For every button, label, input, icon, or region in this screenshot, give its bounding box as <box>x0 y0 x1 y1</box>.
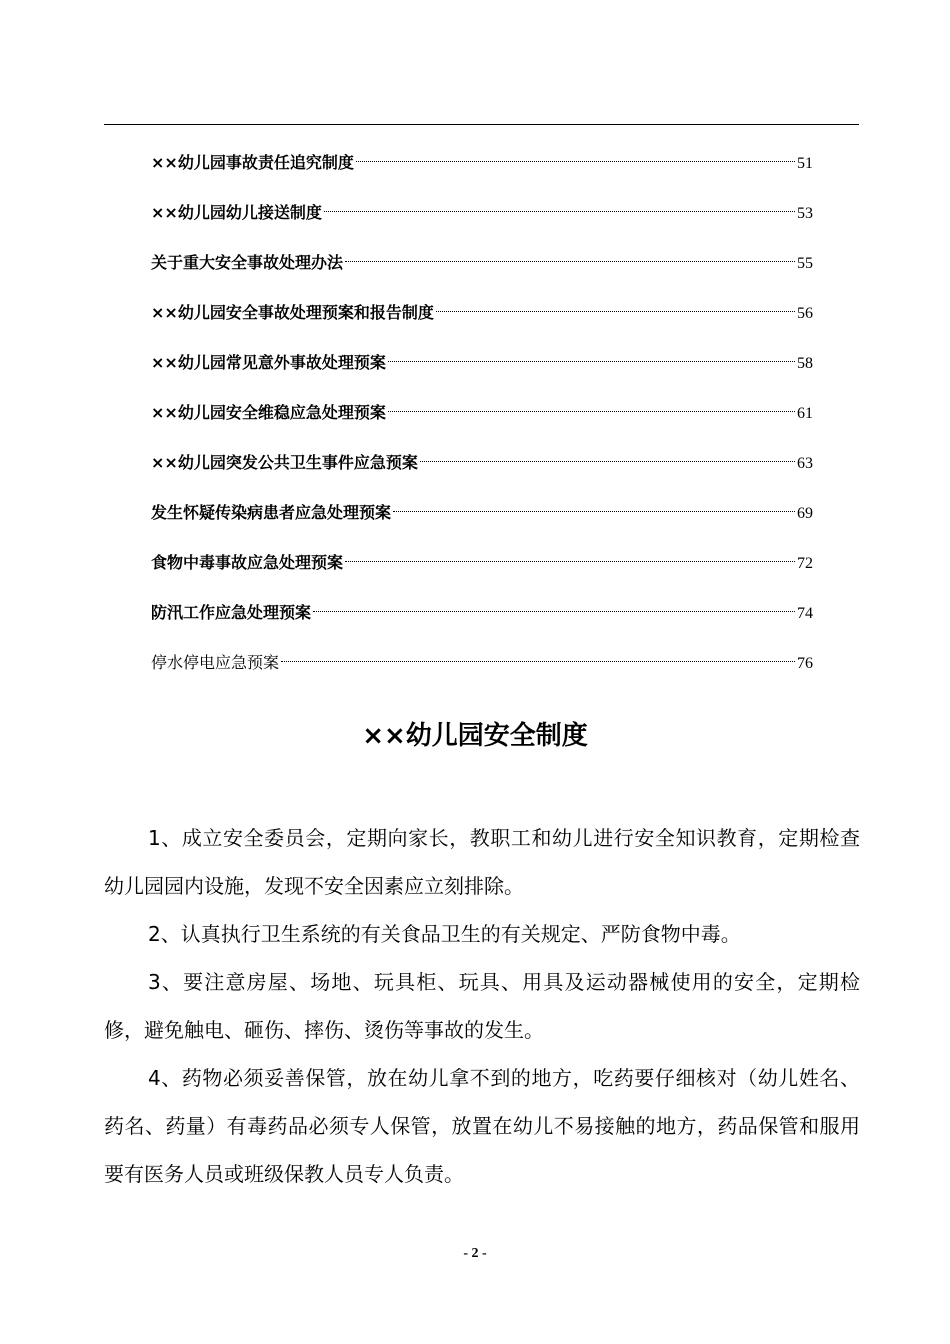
toc-entry-title: 发生怀疑传染病患者应急处理预案 <box>151 503 392 522</box>
toc-entry-page: 53 <box>797 205 813 222</box>
paragraph: 4、药物必须妥善保管，放在幼儿拿不到的地方，吃药要仔细核对（幼儿姓名、药名、药量）有毒药品必须专人保管，放置在幼儿不易接触的地方，药品保管和服用要有医务人员或班级保教人员专人负责。 <box>104 1066 860 1186</box>
toc-entry-page: 72 <box>797 555 813 572</box>
toc-entry-page: 74 <box>797 605 813 622</box>
toc-entry[interactable] <box>151 598 813 648</box>
toc-entry-page: 61 <box>797 405 813 422</box>
toc-entry[interactable] <box>151 548 813 598</box>
toc-leader-dots <box>388 361 795 362</box>
toc-entry[interactable] <box>151 348 813 398</box>
toc-entry-page: 69 <box>797 505 813 522</box>
toc-entry-title: 停水停电应急预案 <box>151 653 280 672</box>
toc-entry-title: ××幼儿园安全维稳应急处理预案 <box>151 403 386 422</box>
toc-entry-page: 76 <box>797 655 813 672</box>
toc-entry-title: ××幼儿园幼儿接送制度 <box>151 203 322 222</box>
toc-leader-dots <box>313 611 795 612</box>
toc-entry[interactable] <box>151 198 813 248</box>
toc-entry[interactable] <box>151 298 813 348</box>
header-rule <box>104 124 859 125</box>
toc-leader-dots <box>345 261 795 262</box>
toc-leader-dots <box>356 161 795 162</box>
toc-leader-dots <box>324 211 795 212</box>
toc-entry[interactable] <box>151 248 813 298</box>
toc-leader-dots <box>388 411 795 412</box>
toc-entry[interactable] <box>151 648 813 698</box>
toc-entry-title: ××幼儿园常见意外事故处理预案 <box>151 353 386 372</box>
toc-entry[interactable] <box>151 398 813 448</box>
table-of-contents <box>151 148 813 698</box>
toc-entry[interactable] <box>151 148 813 198</box>
toc-entry-title: ××幼儿园事故责任追究制度 <box>151 153 354 172</box>
toc-leader-dots <box>393 511 795 512</box>
toc-leader-dots <box>436 311 795 312</box>
toc-leader-dots <box>420 461 795 462</box>
section-title: ××幼儿园安全制度 <box>362 721 588 751</box>
toc-entry[interactable] <box>151 448 813 498</box>
toc-leader-dots <box>281 661 795 662</box>
paragraph: 3、要注意房屋、场地、玩具柜、玩具、用具及运动器械使用的安全，定期检修，避免触电、砸伤、摔伤、烫伤等事故的发生。 <box>104 970 860 1042</box>
toc-entry-page: 56 <box>797 305 813 322</box>
toc-entry-title: 食物中毒事故应急处理预案 <box>151 553 344 572</box>
toc-entry-title: ××幼儿园突发公共卫生事件应急预案 <box>151 453 418 472</box>
toc-entry-page: 55 <box>797 255 813 272</box>
toc-entry[interactable] <box>151 498 813 548</box>
toc-entry-title: 关于重大安全事故处理办法 <box>151 253 344 272</box>
paragraph: 1、成立安全委员会，定期向家长，教职工和幼儿进行安全知识教育，定期检查幼儿园园内设施，发现不安全因素应立刻排除。 <box>104 826 860 898</box>
toc-entry-page: 58 <box>797 355 813 372</box>
toc-leader-dots <box>345 561 795 562</box>
paragraph: 2、认真执行卫生系统的有关食品卫生的有关规定、严防食物中毒。 <box>148 922 741 946</box>
document-body <box>104 814 860 1198</box>
page-number: - 2 - <box>463 1246 487 1261</box>
toc-entry-page: 63 <box>797 455 813 472</box>
toc-entry-title: ××幼儿园安全事故处理预案和报告制度 <box>151 303 434 322</box>
toc-entry-title: 防汛工作应急处理预案 <box>151 603 312 622</box>
toc-entry-page: 51 <box>797 155 813 172</box>
